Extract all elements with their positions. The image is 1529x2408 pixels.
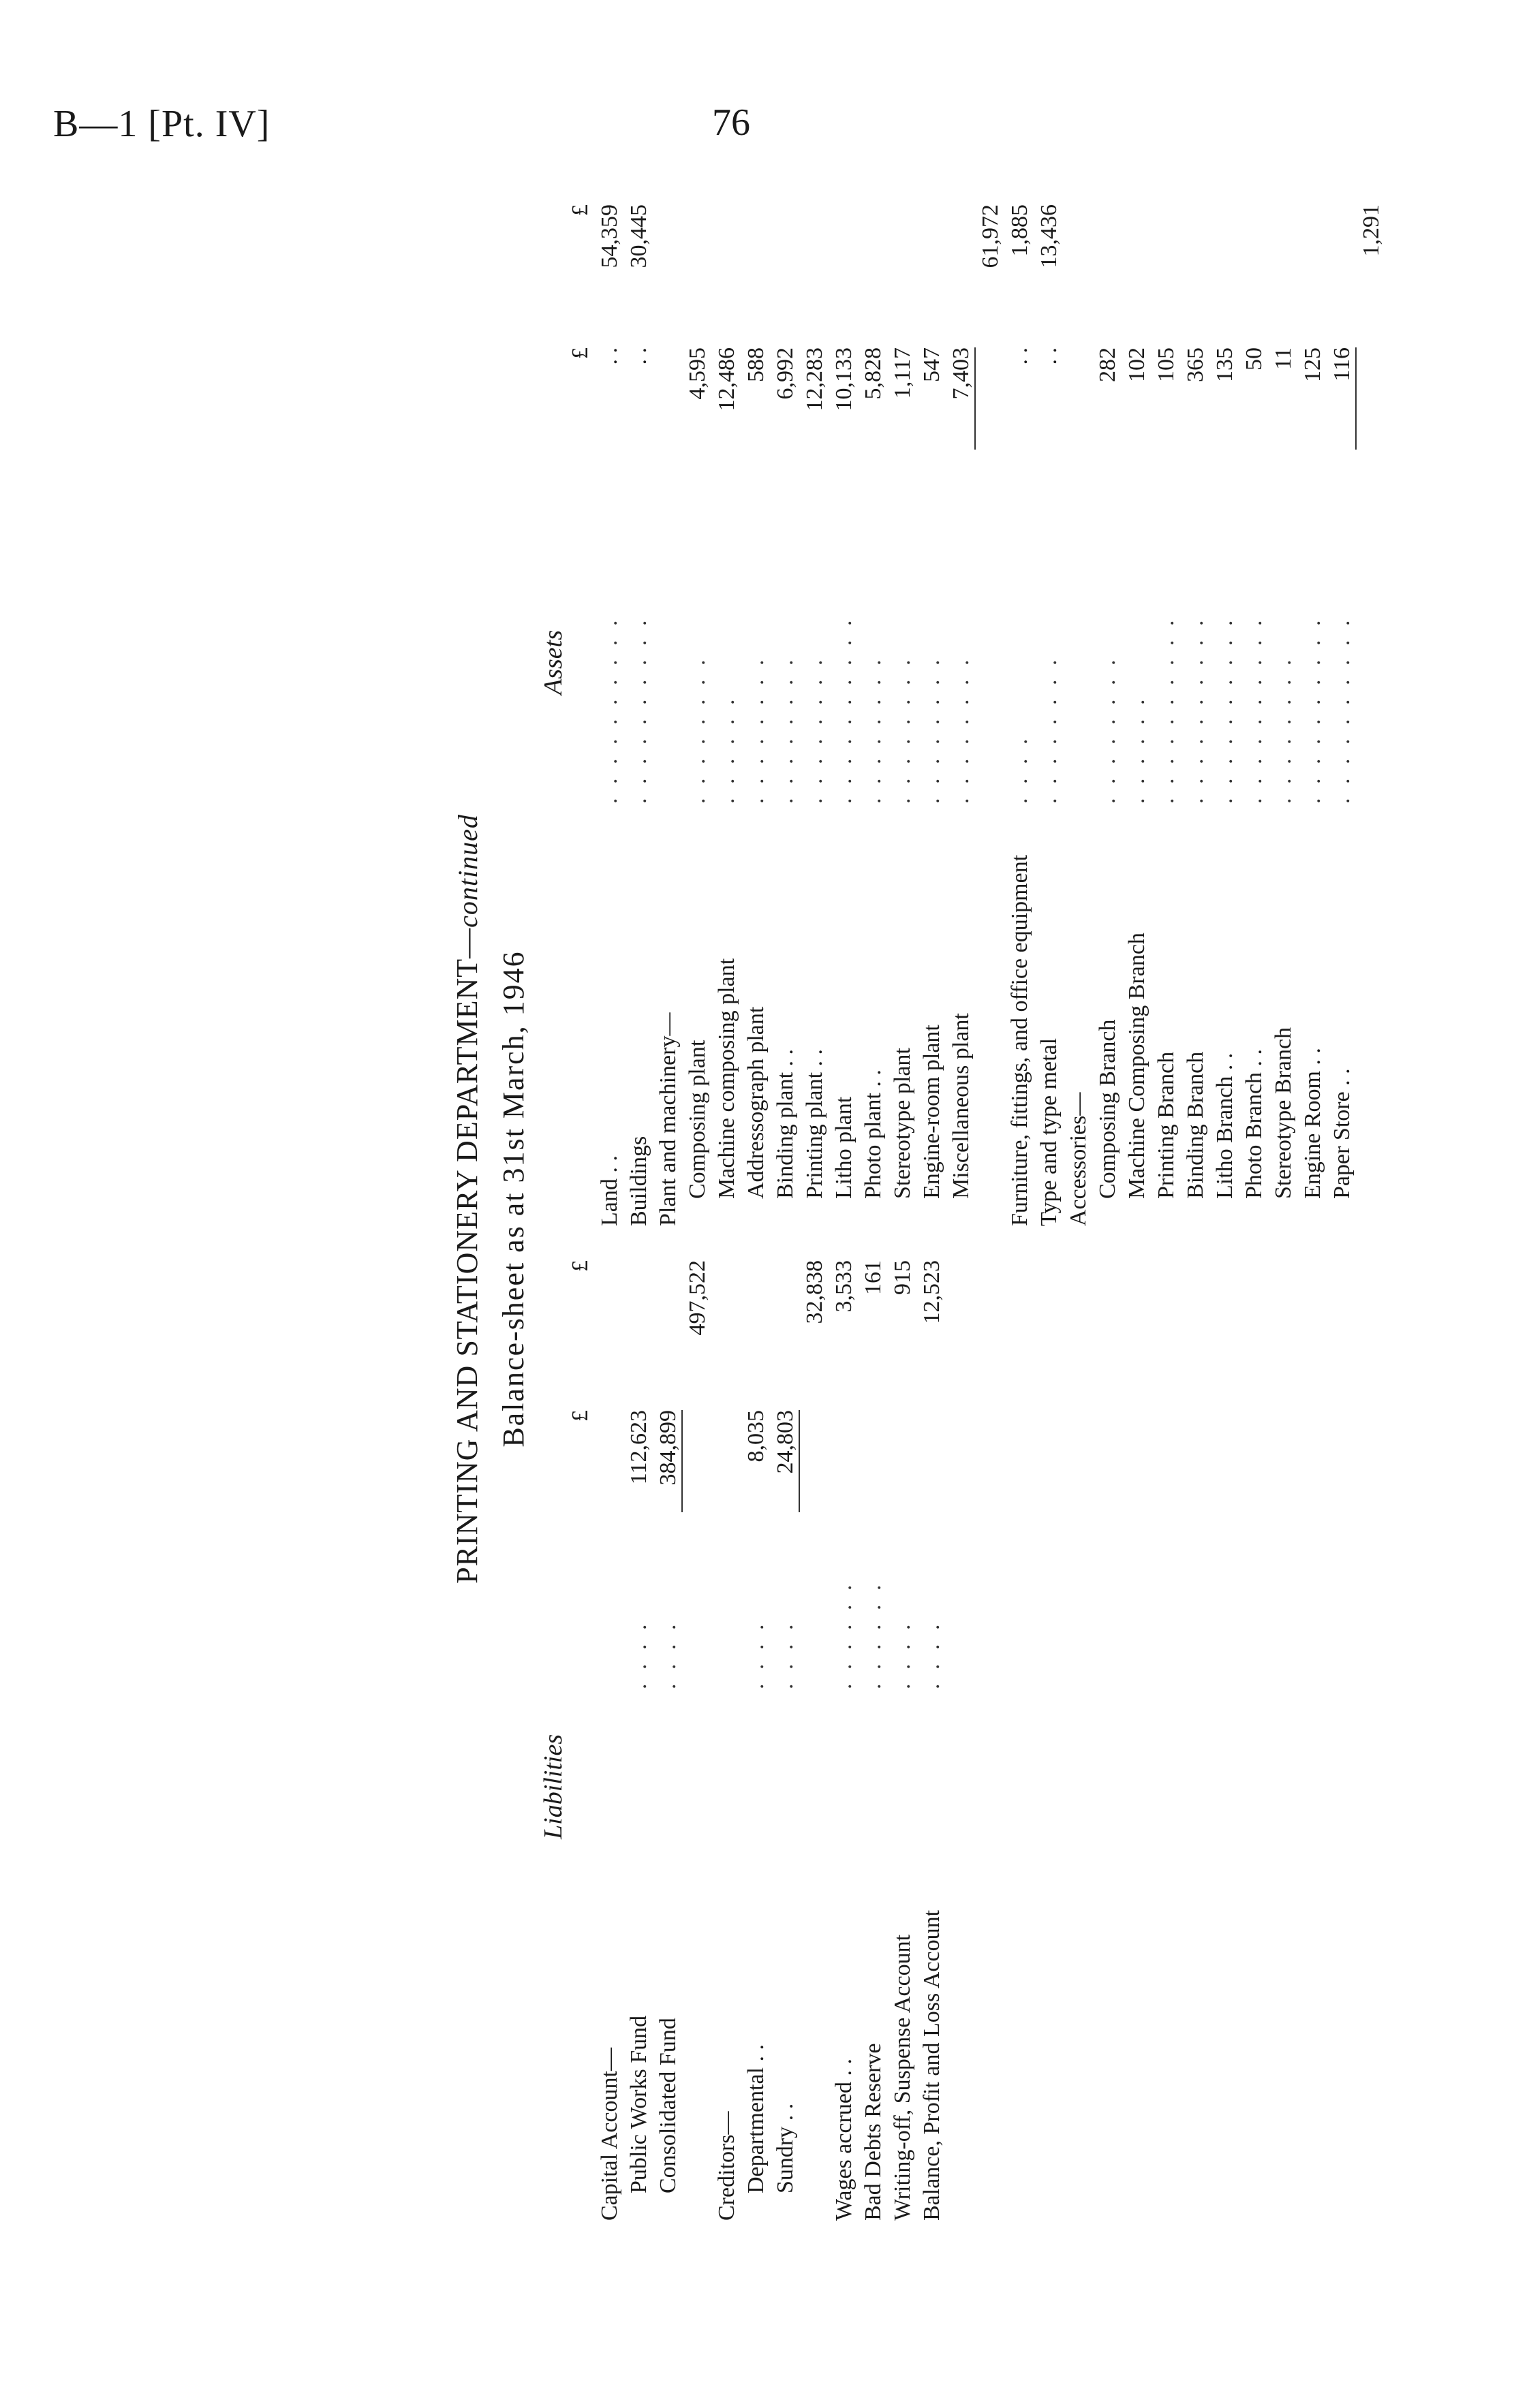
assets-row bbox=[1327, 177, 1357, 1226]
subtotal-rule bbox=[974, 347, 976, 450]
row-label: Plant and machinery— bbox=[655, 1012, 681, 1226]
row-label: Litho Branch . . bbox=[1212, 1052, 1237, 1199]
assets-row bbox=[976, 177, 1005, 1226]
assets-row bbox=[859, 177, 888, 1226]
leader-dots: . . . . . . . . bbox=[1095, 655, 1120, 804]
amount-col1: 282 bbox=[1095, 347, 1120, 382]
liabilities-row bbox=[917, 1247, 946, 2221]
row-label: Engine Room . . bbox=[1300, 1048, 1325, 1199]
currency-symbol: £ bbox=[568, 1410, 593, 1422]
amount-col1: 10,133 bbox=[831, 347, 856, 411]
liabilities-row bbox=[771, 1247, 800, 2221]
liabilities-row bbox=[741, 1247, 771, 2221]
assets-row bbox=[1005, 177, 1034, 1226]
leader-dots: . . . . . . . . bbox=[948, 655, 974, 804]
leader-dots: . . . . . . . . bbox=[861, 655, 886, 804]
leader-dots: . . . . bbox=[1007, 734, 1032, 804]
liabilities-row bbox=[888, 1247, 917, 2221]
row-label: Paper Store . . bbox=[1329, 1068, 1355, 1199]
leader-dots: . . . . bbox=[626, 1620, 651, 1689]
amount-col1: 11 bbox=[1271, 347, 1296, 370]
leader-dots: . . . . . . . . bbox=[773, 655, 798, 804]
liabilities-row bbox=[595, 1247, 624, 2221]
amount-col1: 7,403 bbox=[948, 347, 974, 400]
row-label: Litho plant bbox=[831, 1096, 856, 1199]
amount-col1: 588 bbox=[743, 347, 769, 382]
row-label: Addressograph plant bbox=[743, 1006, 769, 1199]
leader-dots: . . . . . . . . bbox=[1036, 655, 1062, 804]
row-label: Public Works Fund bbox=[626, 2015, 651, 2193]
assets-row bbox=[624, 177, 653, 1226]
leader-dots: . . . . . . . . . . bbox=[1212, 616, 1237, 804]
amount-col1: 547 bbox=[919, 347, 944, 382]
assets-row bbox=[888, 177, 917, 1226]
amount-col1: 12,486 bbox=[714, 347, 739, 411]
assets-row bbox=[917, 177, 946, 1226]
leader-dots: . . . . . . bbox=[714, 695, 739, 804]
row-label: Creditors— bbox=[714, 2111, 739, 2221]
assets-row bbox=[1122, 177, 1152, 1226]
leader-dots: . . . . . . . . bbox=[685, 655, 710, 804]
assets-row bbox=[1298, 177, 1327, 1226]
amount-col1: 50 bbox=[1241, 347, 1267, 371]
leader-dots: . . . . . . bbox=[1124, 695, 1149, 804]
assets-row bbox=[771, 177, 800, 1226]
amount-col2: 1,885 bbox=[1007, 204, 1032, 257]
amount-col1: 102 bbox=[1124, 347, 1149, 382]
amount-col2: 1,291 bbox=[1359, 204, 1384, 257]
currency-symbol: £ bbox=[568, 347, 593, 359]
leader-dots: . . . . bbox=[773, 1620, 798, 1689]
assets-row bbox=[1093, 177, 1122, 1226]
leader-dots: . . . . bbox=[890, 1620, 915, 1689]
row-label: Furniture, fittings, and office equipment bbox=[1007, 854, 1032, 1226]
amount-col1: 4,595 bbox=[685, 347, 710, 400]
liabilities-row bbox=[800, 1247, 829, 2221]
row-label: Composing Branch bbox=[1095, 1019, 1120, 1199]
assets-currency-row bbox=[566, 177, 595, 1226]
leader-dots: . . . . . . . . bbox=[743, 655, 769, 804]
amount-col2: 13,436 bbox=[1036, 204, 1062, 268]
row-label: Engine-room plant bbox=[919, 1025, 944, 1199]
amount-col2: 30,445 bbox=[626, 204, 651, 268]
balance-sheet bbox=[436, 177, 1417, 2221]
amount-col1: 8,035 bbox=[743, 1410, 769, 1463]
leader-dots: . . . . . . . . . . bbox=[626, 616, 651, 804]
row-label: Consolidated Fund bbox=[655, 2018, 681, 2193]
amount-col2: 12,523 bbox=[919, 1260, 944, 1324]
subtotal-rule bbox=[681, 1410, 683, 1512]
leader-dots: . . . . . . . . . . bbox=[1300, 616, 1325, 804]
amount-col1: 6,992 bbox=[773, 347, 798, 400]
leader-dots: . . . . . . . . . . bbox=[831, 616, 856, 804]
liabilities-row bbox=[712, 1247, 741, 2221]
row-label: Balance, Profit and Loss Account bbox=[919, 1909, 944, 2221]
page-number: 76 bbox=[712, 101, 750, 144]
liabilities-row bbox=[683, 1247, 712, 2221]
amount-col1: . . bbox=[626, 347, 651, 365]
row-label: Type and type metal bbox=[1036, 1037, 1062, 1226]
row-label: Sundry . . bbox=[773, 2103, 798, 2193]
subtotal-rule bbox=[799, 1410, 800, 1512]
leader-dots: . . . . . . . . bbox=[802, 655, 827, 804]
amount-col2: 497,522 bbox=[685, 1260, 710, 1336]
assets-row bbox=[1210, 177, 1239, 1226]
currency-symbol: £ bbox=[568, 1260, 593, 1272]
assets-row bbox=[653, 177, 683, 1226]
row-label: Capital Account— bbox=[597, 2047, 622, 2221]
assets-row bbox=[1181, 177, 1210, 1226]
department-title bbox=[450, 177, 484, 2221]
amount-col2: 54,359 bbox=[597, 204, 622, 268]
amount-col1: 12,283 bbox=[802, 347, 827, 411]
assets-row bbox=[829, 177, 859, 1226]
balance-sheet-subtitle: Balance-sheet as at 31st March, 1946 bbox=[497, 950, 530, 1448]
document-reference: B—1 [Pt. IV] bbox=[53, 103, 271, 145]
row-label: Photo plant . . bbox=[861, 1069, 886, 1199]
leader-dots: . . . . . . bbox=[831, 1580, 856, 1689]
amount-col1: . . bbox=[597, 347, 622, 365]
assets-row bbox=[595, 177, 624, 1226]
leader-dots: . . . . . . . . bbox=[1271, 655, 1296, 804]
liabilities-row bbox=[859, 1247, 888, 2221]
row-label: Buildings bbox=[626, 1136, 651, 1226]
assets-row bbox=[1269, 177, 1298, 1226]
row-label: Bad Debts Reserve bbox=[861, 2043, 886, 2221]
assets-row bbox=[1034, 177, 1064, 1226]
row-label: Stereotype Branch bbox=[1271, 1027, 1296, 1199]
amount-col1: . . bbox=[1007, 347, 1032, 365]
assets-table bbox=[566, 177, 1386, 1226]
amount-col1: 365 bbox=[1183, 347, 1208, 382]
leader-dots: . . . . . . . . bbox=[890, 655, 915, 804]
row-label: Miscellaneous plant bbox=[948, 1013, 974, 1199]
leader-dots: . . . . . . bbox=[861, 1580, 886, 1689]
assets-row bbox=[1239, 177, 1269, 1226]
amount-col1: 1,117 bbox=[890, 347, 915, 399]
amount-col1: 112,623 bbox=[626, 1410, 651, 1485]
amount-col2: 161 bbox=[861, 1260, 886, 1295]
row-label: Binding Branch bbox=[1183, 1051, 1208, 1199]
assets-row bbox=[741, 177, 771, 1226]
row-label: Printing Branch bbox=[1154, 1051, 1179, 1199]
amount-col2: 915 bbox=[890, 1260, 915, 1295]
row-label: Machine composing plant bbox=[714, 958, 739, 1199]
assets-row bbox=[683, 177, 712, 1226]
leader-dots: . . . . bbox=[655, 1620, 681, 1689]
leader-dots: . . . . . . . . . . bbox=[1154, 616, 1179, 804]
assets-row bbox=[800, 177, 829, 1226]
row-label: Photo Branch . . bbox=[1241, 1048, 1267, 1199]
liabilities-currency-row bbox=[566, 1247, 595, 2221]
amount-col1: 135 bbox=[1212, 347, 1237, 382]
liabilities-heading: Liabilities bbox=[539, 1734, 568, 1839]
liabilities-row bbox=[653, 1247, 683, 2221]
subtotal-rule bbox=[1355, 347, 1357, 450]
assets-row bbox=[712, 177, 741, 1226]
leader-dots: . . . . bbox=[743, 1620, 769, 1689]
leader-dots: . . . . . . . . . . bbox=[1329, 616, 1355, 804]
row-label: Machine Composing Branch bbox=[1124, 933, 1149, 1199]
row-label: Wages accrued . . bbox=[831, 2059, 856, 2221]
row-label: Land . . bbox=[597, 1155, 622, 1226]
amount-col2: 61,972 bbox=[978, 204, 1003, 268]
row-label: Binding plant . . bbox=[773, 1048, 798, 1199]
row-label: Accessories— bbox=[1066, 1092, 1091, 1226]
amount-col2: 3,533 bbox=[831, 1260, 856, 1313]
amount-col1: 105 bbox=[1154, 347, 1179, 382]
leader-dots: . . . . . . . . bbox=[919, 655, 944, 804]
amount-col1: 384,899 bbox=[655, 1410, 681, 1486]
liabilities-row bbox=[624, 1247, 653, 2221]
amount-col1: . . bbox=[1036, 347, 1062, 365]
row-label: Writing-off, Suspense Account bbox=[890, 1934, 915, 2221]
leader-dots: . . . . bbox=[919, 1620, 944, 1689]
row-label: Printing plant . . bbox=[802, 1048, 827, 1199]
amount-col1: 24,803 bbox=[773, 1410, 798, 1474]
currency-symbol: £ bbox=[568, 204, 593, 216]
liabilities-row bbox=[829, 1247, 859, 2221]
title-continued: continued bbox=[452, 814, 483, 928]
assets-row bbox=[1357, 177, 1386, 1226]
assets-row bbox=[1152, 177, 1181, 1226]
liabilities-table bbox=[566, 1247, 946, 2221]
leader-dots: . . . . . . . . . . bbox=[1241, 616, 1267, 804]
assets-row bbox=[1064, 177, 1093, 1226]
assets-row bbox=[946, 177, 976, 1226]
row-label: Composing plant bbox=[685, 1039, 710, 1199]
leader-dots: . . . . . . . . . . bbox=[597, 616, 622, 804]
amount-col1: 116 bbox=[1329, 347, 1355, 381]
amount-col1: 125 bbox=[1300, 347, 1325, 382]
amount-col1: 5,828 bbox=[861, 347, 886, 400]
amount-col2: 32,838 bbox=[802, 1260, 827, 1324]
row-label: Departmental . . bbox=[743, 2044, 769, 2193]
title-main: PRINTING AND STATIONERY DEPARTMENT— bbox=[450, 927, 484, 1584]
leader-dots: . . . . . . . . . . bbox=[1183, 616, 1208, 804]
assets-heading: Assets bbox=[539, 630, 568, 695]
row-label: Stereotype plant bbox=[890, 1048, 915, 1199]
